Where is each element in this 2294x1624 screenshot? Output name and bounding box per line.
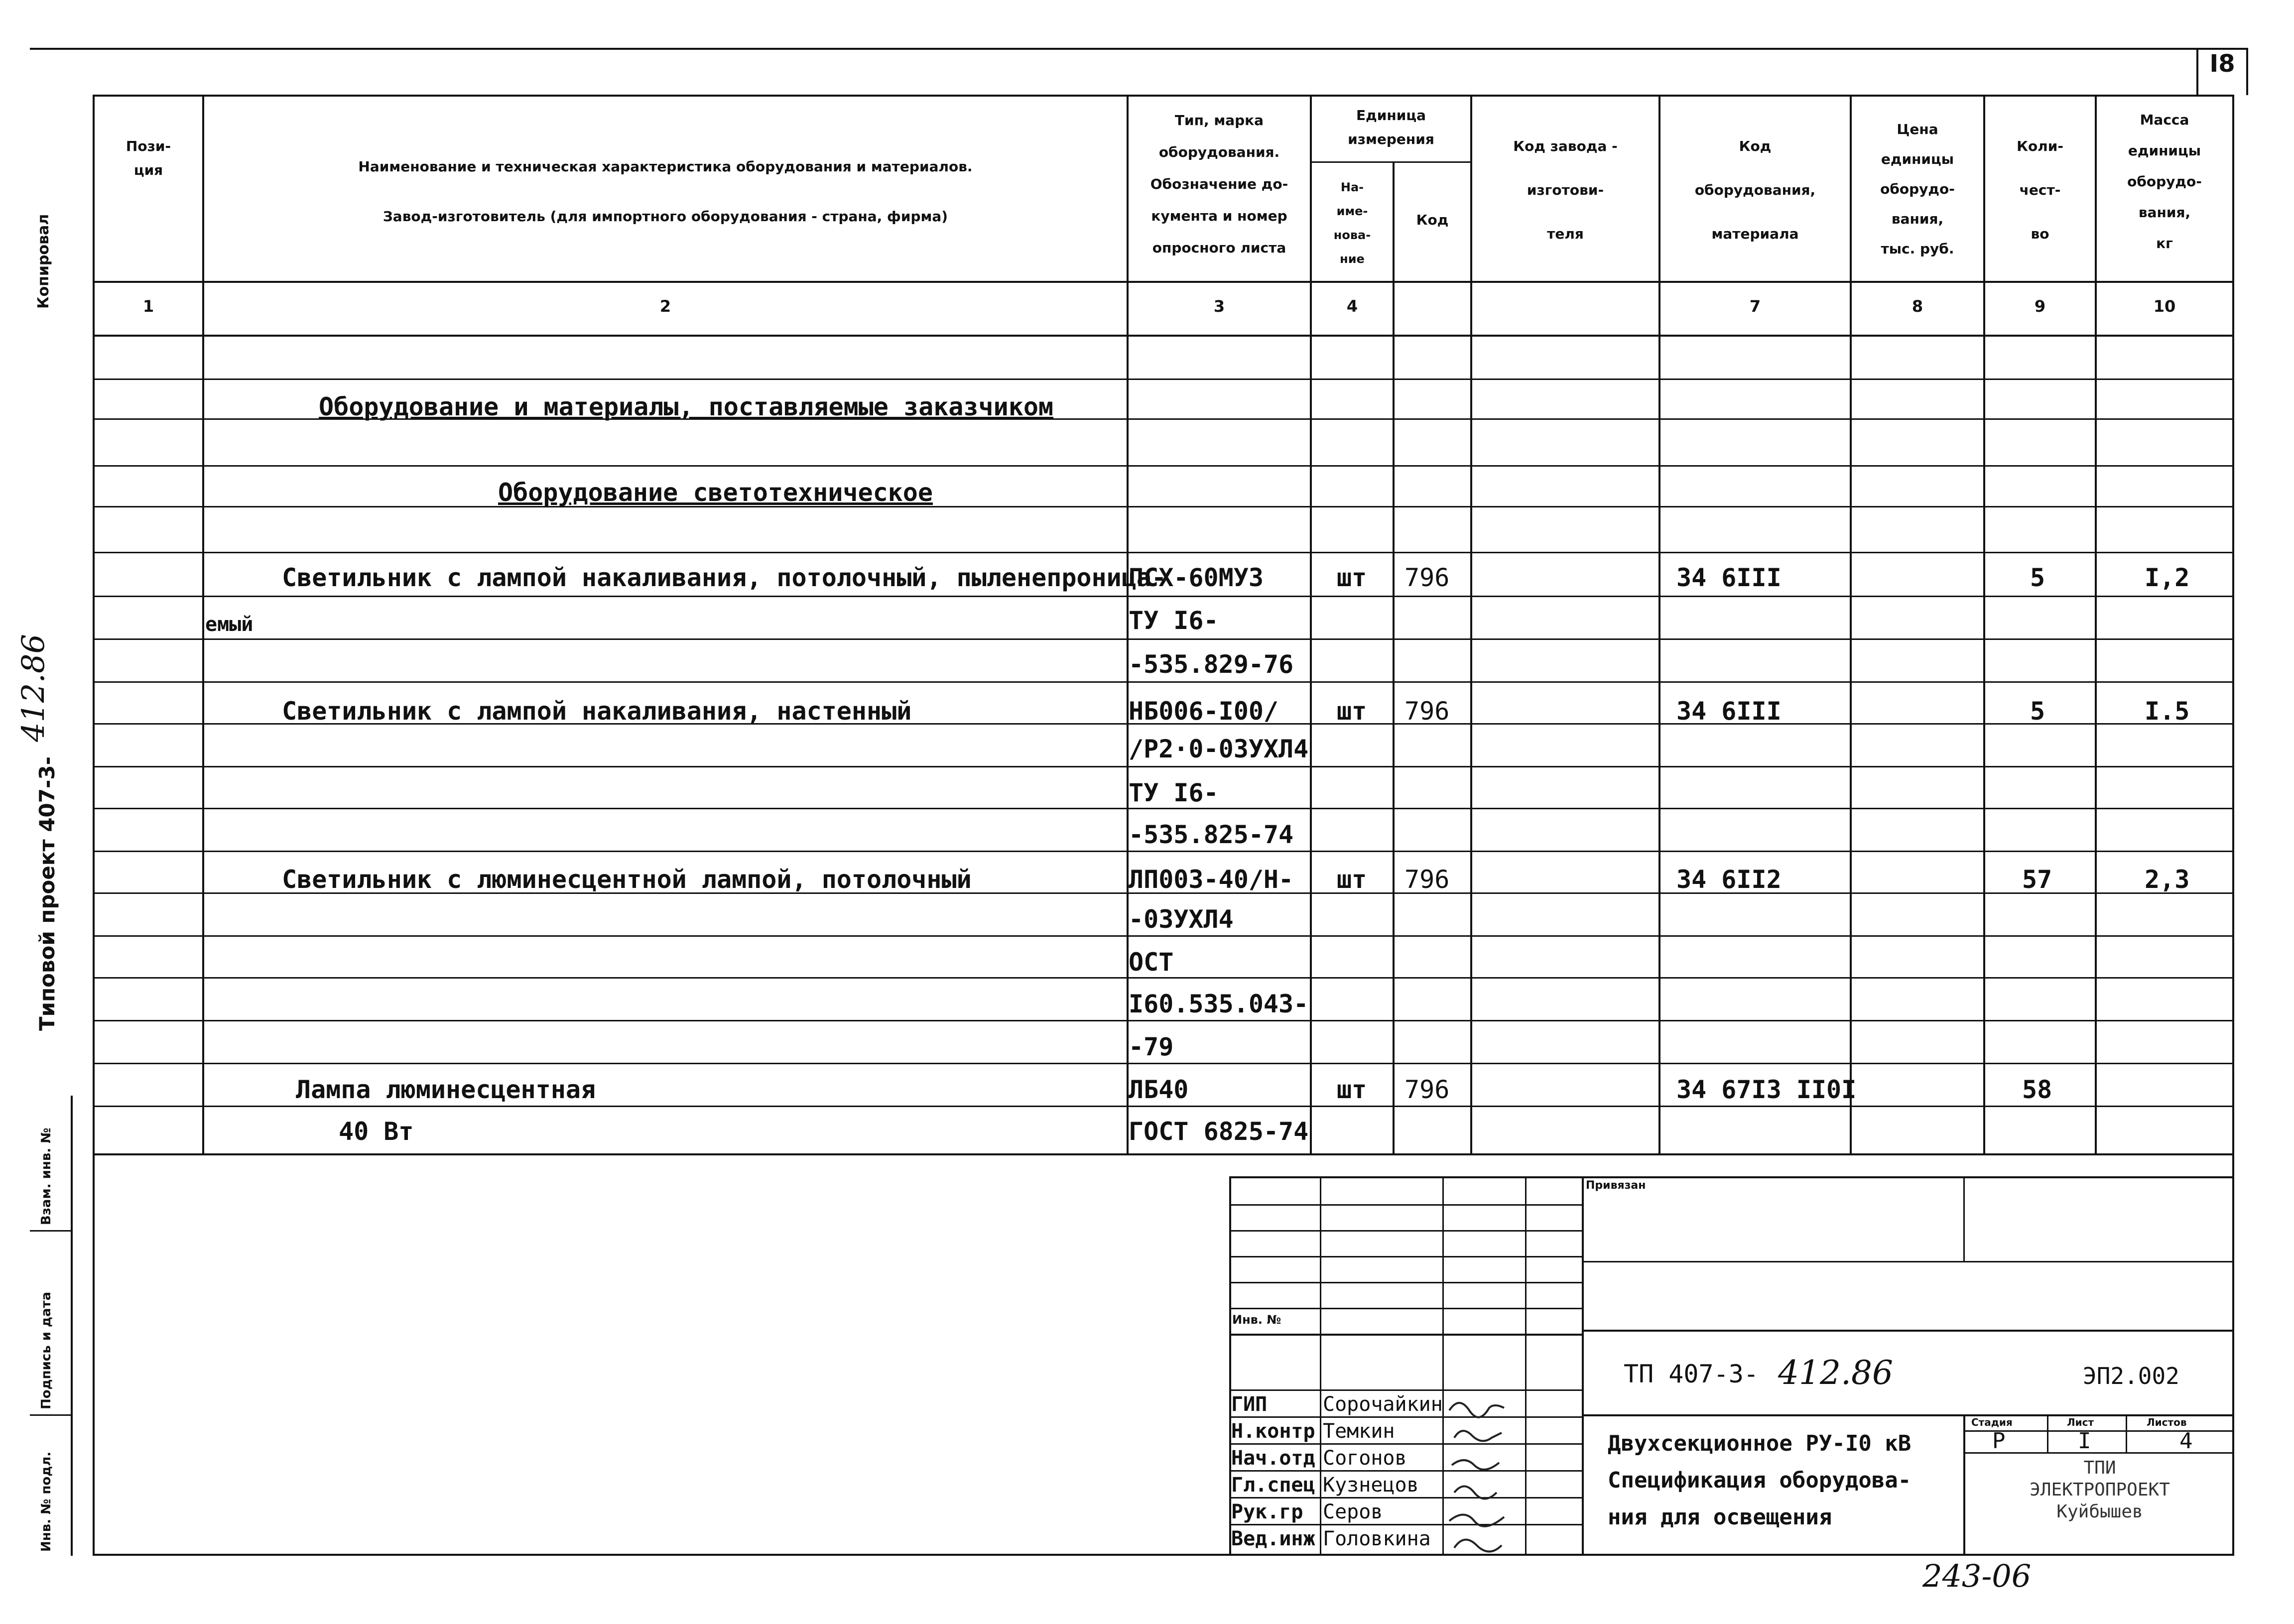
row-line <box>93 935 2234 937</box>
item-material-code: 34 6II2 <box>1676 865 1782 894</box>
row-line <box>93 766 2234 767</box>
header-type: Тип, марка оборудования. Обозначение до- кумента и номер опросного листа <box>1150 112 1288 256</box>
col-number-7: 7 <box>1749 297 1761 316</box>
section-title-sub: Оборудование светотехническое <box>498 478 933 507</box>
item-type: ТУ I6- <box>1129 606 1219 635</box>
col-line-4 <box>1393 161 1395 1155</box>
tb-code-top <box>1582 1330 2234 1332</box>
item-unit-code: 796 <box>1404 563 1450 592</box>
item-unit: шт <box>1337 563 1367 592</box>
row-line <box>93 681 2234 683</box>
row-line <box>93 977 2234 979</box>
header-price: Цена единицы оборудо- вания, тыс. руб. <box>1880 121 1955 257</box>
page-right <box>2232 95 2234 1556</box>
header-unit-name: На- име- нова- ние <box>1333 180 1371 266</box>
tb-role: Вед.инж <box>1231 1527 1315 1550</box>
item-unit-code: 796 <box>1404 865 1450 894</box>
section-title-main: Оборудование и материалы, поставляемые заказчиком <box>319 392 1054 421</box>
row-line <box>93 552 2234 553</box>
row-line <box>93 1020 2234 1021</box>
item-name: Светильник с люминесцентной лампой, потолочный <box>282 865 972 894</box>
item-name: 40 Вт <box>339 1117 414 1146</box>
tb-row <box>1229 1256 1582 1257</box>
col-number-2: 2 <box>659 297 671 316</box>
row-line <box>93 378 2234 380</box>
tb-person: Темкин <box>1323 1420 1395 1443</box>
footer-hand-note: 243-06 <box>1922 1558 2032 1594</box>
item-unit: шт <box>1337 697 1367 726</box>
item-quantity: 58 <box>2022 1075 2052 1104</box>
numbers-bottom <box>93 335 2234 337</box>
unit-split <box>1310 161 1470 163</box>
col-number-10: 10 <box>2153 297 2176 316</box>
header-quantity: Коли- чест- во <box>2017 138 2063 242</box>
item-mass: I.5 <box>2145 697 2190 726</box>
item-mass: 2,3 <box>2145 865 2190 894</box>
tb-divider <box>1582 1176 1584 1556</box>
tb-privyazan-label: Привязан <box>1586 1179 1646 1192</box>
item-unit-code: 796 <box>1404 1075 1450 1104</box>
tb-stage-label: Стадия <box>1971 1416 2013 1428</box>
tb-list-label: Лист <box>2067 1416 2094 1428</box>
item-type: ГОСТ 6825-74 <box>1129 1117 1309 1146</box>
doc-code: ТП 407-3- <box>1624 1360 1759 1388</box>
item-material-code: 34 67I3 II0I <box>1676 1075 1857 1104</box>
tb-stage: Р <box>1992 1428 2006 1454</box>
tb-role: Рук.гр <box>1231 1500 1303 1523</box>
table-bottom <box>93 1153 2234 1155</box>
item-type: НБ006-I00/ <box>1129 697 1279 726</box>
row-line <box>93 851 2234 852</box>
header-unit: Единица измерения <box>1348 107 1434 147</box>
row-line <box>93 596 2234 597</box>
side-stamp-border <box>71 1096 73 1556</box>
sheet-number: I8 <box>2209 50 2235 78</box>
col-number-8: 8 <box>1912 297 1923 316</box>
tb-person: Серов <box>1323 1500 1383 1523</box>
sheet-number-box-right <box>2246 48 2248 95</box>
header-mass: Масса единицы оборудо- вания, кг <box>2127 112 2202 251</box>
item-type: -535.829-76 <box>1129 650 1294 679</box>
tb-privyazan-split <box>1963 1176 1965 1261</box>
item-type: ТУ I6- <box>1129 778 1219 807</box>
tb-role: ГИП <box>1231 1393 1268 1416</box>
row-line <box>93 808 2234 809</box>
item-mass: I,2 <box>2145 563 2190 592</box>
tb-person: Кузнецов <box>1323 1474 1419 1497</box>
item-type: -535.825-74 <box>1129 820 1294 849</box>
tb-row-heavy <box>1229 1334 1582 1336</box>
page-top-border <box>30 48 2246 50</box>
item-unit: шт <box>1337 1075 1367 1104</box>
page-bottom <box>93 1554 2234 1556</box>
item-type: /Р2·0-03УХЛ4 <box>1129 735 1309 763</box>
side-stamp-signature: Подпись и дата <box>39 1291 54 1409</box>
item-type: -79 <box>1129 1032 1174 1061</box>
item-name: Светильник с лампой накаливания, потолочный, пыленепроница- <box>282 563 1167 592</box>
row-line <box>93 638 2234 640</box>
item-type: ЛП003-40/Н- <box>1129 865 1294 894</box>
tb-lists: 4 <box>2179 1428 2193 1454</box>
tb-row <box>1229 1230 1582 1232</box>
item-unit: шт <box>1337 865 1367 894</box>
tb-lists-label: Листов <box>2147 1416 2187 1428</box>
tb-row <box>1229 1308 1582 1309</box>
item-material-code: 34 6III <box>1676 697 1782 726</box>
item-type: ПСХ-60МУЗ <box>1129 563 1264 592</box>
tb-inv-label: Инв. № <box>1232 1313 1281 1327</box>
tb-stage-split-1 <box>2047 1414 2048 1453</box>
col-number-9: 9 <box>2034 297 2046 316</box>
item-type: ЛБ40 <box>1129 1075 1189 1104</box>
item-unit-code: 796 <box>1404 697 1450 726</box>
side-stamp-sep-2 <box>30 1414 72 1416</box>
side-stamp-copied: Копировал <box>35 214 52 309</box>
header-unit-code: Код <box>1416 212 1449 228</box>
side-stamp-replaced: Взам. инв. № <box>39 1127 54 1225</box>
item-quantity: 57 <box>2022 865 2052 894</box>
side-stamp-inv: Инв. № подл. <box>39 1451 54 1552</box>
row-line <box>93 1106 2234 1107</box>
tb-role: Н.контр <box>1231 1420 1315 1443</box>
tb-person: Головкина <box>1323 1527 1431 1550</box>
table-top <box>93 95 2234 97</box>
side-stamp-sep-1 <box>30 1230 72 1232</box>
tb-col-2 <box>1442 1176 1444 1556</box>
tb-person: Согонов <box>1323 1447 1407 1470</box>
col-number-1: 1 <box>142 297 154 316</box>
header-position: Пози- ция <box>126 138 171 178</box>
side-stamp-project: Типовой проект 407-3- <box>35 756 59 1031</box>
item-type: I60.535.043- <box>1129 990 1309 1018</box>
tb-role: Нач.отд <box>1231 1447 1315 1470</box>
col-line-1 <box>202 95 204 1155</box>
item-name: Светильник с лампой накаливания, настенный <box>282 697 912 726</box>
item-material-code: 34 6III <box>1676 563 1782 592</box>
item-quantity: 5 <box>2030 697 2045 726</box>
tb-row <box>1229 1204 1582 1206</box>
tb-top <box>1229 1176 2234 1178</box>
col-number-3: 3 <box>1213 297 1225 316</box>
tb-person: Сорочайкин <box>1323 1393 1443 1416</box>
col-number-4: 4 <box>1346 297 1358 316</box>
item-quantity: 5 <box>2030 563 2045 592</box>
row-line <box>93 465 2234 467</box>
tb-role: Гл.спец <box>1231 1474 1315 1497</box>
item-name: Лампа люминесцентная <box>296 1075 596 1104</box>
header-material-code: Код оборудования, материала <box>1694 138 1816 242</box>
tb-org: ТПИ ЭЛЕКТРОПРОЕКТ Куйбышев <box>2030 1458 2170 1522</box>
item-name: емый <box>205 613 254 636</box>
tb-stage-split-2 <box>2126 1414 2127 1453</box>
tb-list: I <box>2078 1428 2091 1454</box>
header-factory-code: Код завода - изготови- теля <box>1513 138 1618 242</box>
doc-code-hand: 412.86 <box>1778 1354 1893 1392</box>
header-bottom <box>93 281 2234 283</box>
side-stamp-project-hand: 412.86 <box>15 634 51 742</box>
item-type: ОСТ <box>1129 948 1174 977</box>
tb-col-1 <box>1320 1176 1321 1556</box>
sheet-code: ЭП2.002 <box>2083 1363 2179 1389</box>
row-line <box>93 506 2234 507</box>
tb-row <box>1229 1282 1582 1283</box>
tb-privyazan-bottom <box>1582 1261 2234 1262</box>
doc-title: Двухсекционное РУ-I0 кВ Спецификация оборудова- ния для освещения <box>1608 1431 1912 1530</box>
item-type: -03УХЛ4 <box>1129 905 1234 934</box>
header-name: Наименование и техническая характеристика оборудования и материалов. Завод-изготовитель (для импортного оборудования - страна, фирма) <box>358 158 973 225</box>
row-line <box>93 1063 2234 1064</box>
tb-code-bottom <box>1582 1414 2234 1416</box>
signatures <box>1444 1390 1529 1555</box>
